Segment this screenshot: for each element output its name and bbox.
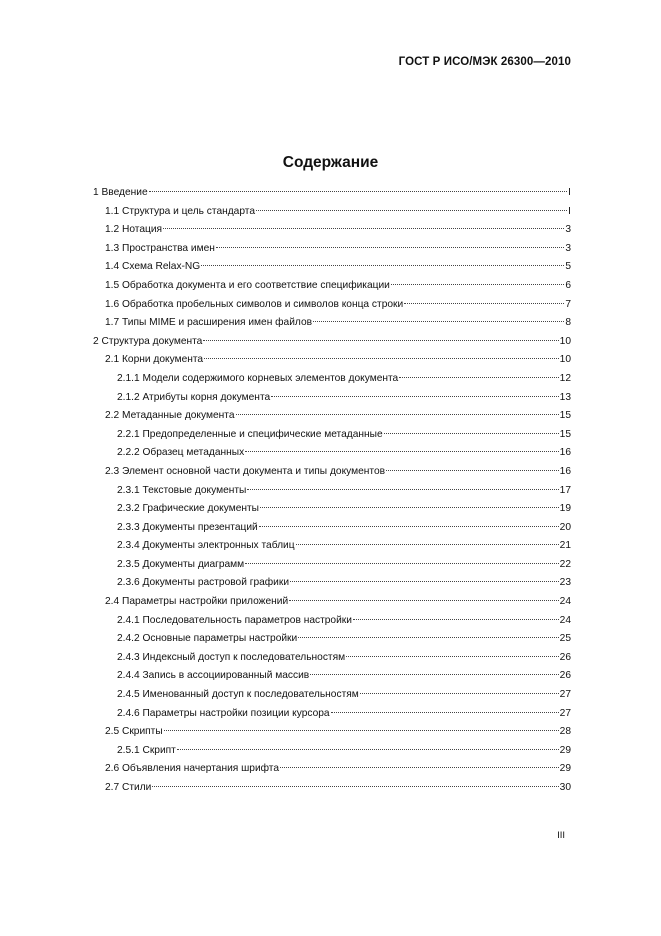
toc-leader-dots bbox=[290, 581, 559, 582]
page-title: Содержание bbox=[282, 154, 379, 171]
toc-entry[interactable] bbox=[93, 482, 571, 501]
toc-entry-page: 27 bbox=[559, 689, 571, 701]
toc-entry[interactable] bbox=[93, 519, 571, 538]
toc-entry[interactable] bbox=[93, 593, 571, 612]
toc-entry-label: 1.5 Обработка документа и его соответствие спецификации bbox=[105, 279, 390, 291]
toc-entry[interactable] bbox=[93, 351, 571, 370]
toc-entry-label: 2.3.2 Графические документы bbox=[117, 503, 259, 515]
toc-leader-dots bbox=[247, 489, 558, 490]
toc-leader-dots bbox=[201, 265, 564, 266]
toc-entry-label: 2.6 Объявления начертания шрифта bbox=[105, 763, 280, 775]
toc-entry-label: 2.3.5 Документы диаграмм bbox=[117, 558, 245, 570]
toc-entry-label: 2.5 Скрипты bbox=[105, 726, 163, 738]
toc-entry[interactable] bbox=[93, 407, 571, 426]
toc-entry-page: 23 bbox=[559, 577, 571, 589]
toc-entry-label: 2.3.1 Текстовые документы bbox=[117, 484, 247, 496]
toc-leader-dots bbox=[399, 377, 558, 378]
toc-entry-label: 2.1 Корни документа bbox=[105, 354, 204, 366]
toc-entry[interactable] bbox=[93, 779, 571, 798]
toc-entry-page: 8 bbox=[565, 317, 571, 329]
toc-leader-dots bbox=[346, 656, 559, 657]
toc-entry-page: 6 bbox=[565, 279, 571, 291]
toc-entry-page: 19 bbox=[559, 503, 571, 515]
toc-entry[interactable] bbox=[93, 426, 571, 445]
toc-leader-dots bbox=[289, 600, 559, 601]
toc-entry-page: 3 bbox=[565, 242, 571, 254]
toc-entry[interactable] bbox=[93, 537, 571, 556]
toc-entry[interactable] bbox=[93, 240, 571, 259]
toc-entry[interactable] bbox=[93, 296, 571, 315]
toc-leader-dots bbox=[386, 470, 559, 471]
toc-entry[interactable] bbox=[93, 444, 571, 463]
toc-leader-dots bbox=[404, 303, 564, 304]
toc-leader-dots bbox=[245, 563, 558, 564]
toc-entry-label: 1.1 Структура и цель стандарта bbox=[105, 205, 256, 217]
toc-entry-page: 27 bbox=[559, 707, 571, 719]
toc-entry-label: 2.3 Элемент основной части документа и типы документов bbox=[105, 465, 386, 477]
toc-entry[interactable] bbox=[93, 463, 571, 482]
toc-entry[interactable] bbox=[93, 258, 571, 277]
toc-entry-label: 2.4.5 Именованный доступ к последовательностям bbox=[117, 689, 359, 701]
toc-leader-dots bbox=[163, 228, 564, 229]
toc-entry[interactable] bbox=[93, 630, 571, 649]
toc-leader-dots bbox=[177, 749, 559, 750]
toc-entry[interactable] bbox=[93, 277, 571, 296]
toc-entry-label: 1.2 Нотация bbox=[105, 224, 163, 236]
toc-entry-page: 7 bbox=[565, 298, 571, 310]
toc-entry-page: 25 bbox=[559, 633, 571, 645]
toc-entry-page: 22 bbox=[559, 558, 571, 570]
toc-entry-page: 29 bbox=[559, 763, 571, 775]
toc-entry-page: 21 bbox=[559, 540, 571, 552]
toc-entry-page: 15 bbox=[559, 428, 571, 440]
toc-entry[interactable] bbox=[93, 686, 571, 705]
toc-entry-label: 1 Введение bbox=[93, 187, 148, 198]
toc-entry-label: 1.4 Схема Relax-NG bbox=[105, 261, 201, 273]
toc-entry-label: 2.2.2 Образец метаданных bbox=[117, 447, 245, 459]
toc-entry[interactable] bbox=[93, 760, 571, 779]
toc-entry-page: 30 bbox=[559, 782, 571, 793]
toc-leader-dots bbox=[271, 396, 559, 397]
toc-entry[interactable] bbox=[93, 649, 571, 668]
toc-entry-page: 28 bbox=[559, 726, 571, 738]
toc-entry-label: 2.4.3 Индексный доступ к последовательностям bbox=[117, 651, 346, 663]
toc-entry-page: 20 bbox=[559, 521, 571, 533]
toc-entry-page: 10 bbox=[559, 335, 571, 347]
toc-leader-dots bbox=[331, 712, 559, 713]
toc-entry[interactable] bbox=[93, 667, 571, 686]
toc-entry-page: 13 bbox=[559, 391, 571, 403]
toc-leader-dots bbox=[298, 637, 558, 638]
toc-entry-page: 26 bbox=[559, 651, 571, 663]
toc-entry[interactable] bbox=[93, 574, 571, 593]
toc-leader-dots bbox=[310, 674, 558, 675]
toc-leader-dots bbox=[296, 544, 559, 545]
toc-entry-page: 12 bbox=[559, 372, 571, 384]
toc-entry-page: 3 bbox=[565, 224, 571, 236]
toc-entry-page: 10 bbox=[559, 354, 571, 366]
toc-entry-label: 2.2.1 Предопределенные и специфические метаданные bbox=[117, 428, 383, 440]
toc-entry-label: 1.7 Типы MIME и расширения имен файлов bbox=[105, 317, 313, 329]
toc-entry[interactable] bbox=[93, 314, 571, 333]
toc-entry-label: 2.4.6 Параметры настройки позиции курсора bbox=[117, 707, 330, 719]
toc-entry[interactable] bbox=[93, 500, 571, 519]
toc-leader-dots bbox=[259, 526, 559, 527]
toc-entry-label: 2.5.1 Скрипт bbox=[117, 744, 176, 756]
toc-entry-label: 2 Структура документа bbox=[93, 335, 203, 347]
toc-entry-page: I bbox=[568, 205, 571, 217]
toc-leader-dots bbox=[256, 210, 567, 211]
toc-leader-dots bbox=[245, 451, 558, 452]
toc-entry-label: 2.4.4 Запись в ассоциированный массив bbox=[117, 670, 310, 682]
toc-entry[interactable] bbox=[93, 203, 571, 222]
toc-leader-dots bbox=[236, 414, 559, 415]
toc-leader-dots bbox=[203, 340, 558, 341]
toc-entry[interactable] bbox=[93, 389, 571, 408]
toc-entry-page: 24 bbox=[559, 614, 571, 626]
toc-entry[interactable] bbox=[93, 184, 571, 203]
toc-entry-page: 17 bbox=[559, 484, 571, 496]
toc-entry[interactable] bbox=[93, 221, 571, 240]
toc-leader-dots bbox=[149, 191, 568, 192]
toc-entry[interactable] bbox=[93, 333, 571, 352]
toc-leader-dots bbox=[391, 284, 564, 285]
toc-leader-dots bbox=[360, 693, 559, 694]
toc-leader-dots bbox=[313, 321, 564, 322]
table-of-contents bbox=[93, 184, 571, 798]
toc-entry-page: 24 bbox=[559, 596, 571, 608]
toc-entry-page: 5 bbox=[565, 261, 571, 273]
toc-entry-page: 15 bbox=[559, 410, 571, 422]
toc-entry-label: 2.3.3 Документы презентаций bbox=[117, 521, 258, 533]
toc-entry-page: 26 bbox=[559, 670, 571, 682]
toc-entry[interactable] bbox=[93, 556, 571, 575]
toc-entry[interactable] bbox=[93, 742, 571, 761]
toc-entry-label: 1.3 Пространства имен bbox=[105, 242, 215, 254]
toc-leader-dots bbox=[384, 433, 559, 434]
toc-entry-label: 2.3.4 Документы электронных таблиц bbox=[117, 540, 295, 552]
toc-entry[interactable] bbox=[93, 612, 571, 631]
toc-leader-dots bbox=[216, 247, 564, 248]
toc-entry-label: 2.4.1 Последовательность параметров настройки bbox=[117, 614, 352, 626]
toc-entry-label: 2.4.2 Основные параметры настройки bbox=[117, 633, 298, 645]
toc-entry-label: 2.4 Параметры настройки приложений bbox=[105, 596, 289, 608]
toc-entry[interactable] bbox=[93, 723, 571, 742]
toc-entry-page: 29 bbox=[559, 744, 571, 756]
toc-leader-dots bbox=[204, 358, 559, 359]
toc-entry-page: 16 bbox=[559, 465, 571, 477]
toc-leader-dots bbox=[152, 786, 558, 787]
toc-entry-label: 2.1.1 Модели содержимого корневых элементов документа bbox=[117, 372, 399, 384]
toc-leader-dots bbox=[260, 507, 559, 508]
toc-entry[interactable] bbox=[93, 370, 571, 389]
toc-leader-dots bbox=[353, 619, 559, 620]
toc-entry-page: 16 bbox=[559, 447, 571, 459]
toc-entry-label: 1.6 Обработка пробельных символов и символов конца строки bbox=[105, 298, 404, 310]
toc-leader-dots bbox=[280, 767, 559, 768]
toc-entry-label: 2.2 Метаданные документа bbox=[105, 410, 235, 422]
toc-entry-label: 2.3.6 Документы растровой графики bbox=[117, 577, 290, 589]
toc-entry-page: I bbox=[568, 187, 571, 198]
toc-entry[interactable] bbox=[93, 705, 571, 724]
document-header: ГОСТ Р ИСО/МЭК 26300—2010 bbox=[398, 56, 571, 68]
toc-entry-label: 2.1.2 Атрибуты корня документа bbox=[117, 391, 271, 403]
toc-entry-label: 2.7 Стили bbox=[105, 782, 152, 793]
toc-leader-dots bbox=[164, 730, 559, 731]
page-number: III bbox=[557, 830, 565, 841]
